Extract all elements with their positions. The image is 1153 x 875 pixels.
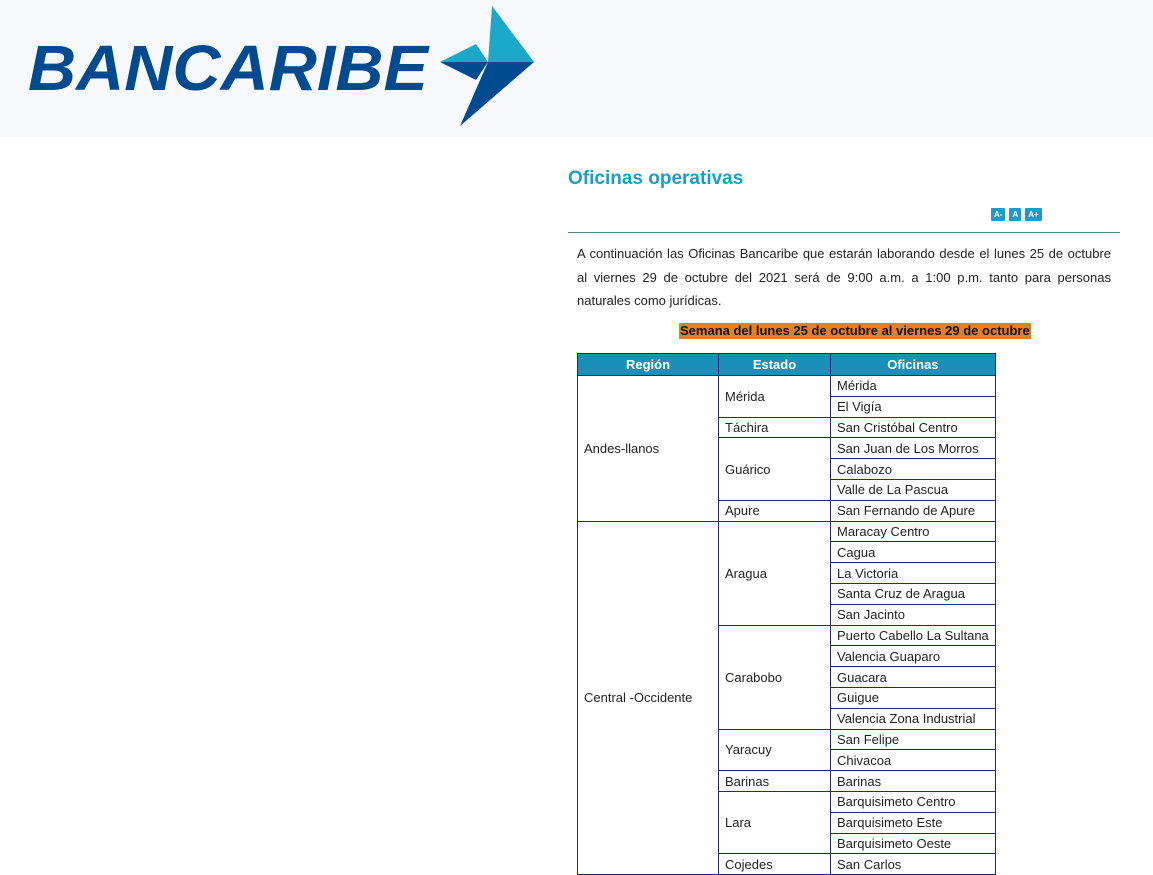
logo-wordmark: BANCARIBE bbox=[28, 32, 431, 104]
state-cell: Guárico bbox=[719, 438, 831, 500]
font-size-controls bbox=[991, 208, 1042, 222]
header-region: Región bbox=[578, 354, 719, 376]
office-cell: Cagua bbox=[831, 542, 996, 563]
office-cell: El Vigía bbox=[831, 396, 996, 417]
office-cell: Guacara bbox=[831, 667, 996, 688]
bancaribe-logo-icon bbox=[28, 4, 538, 130]
office-cell: Barquisimeto Oeste bbox=[831, 833, 996, 854]
title-divider bbox=[568, 232, 1120, 233]
state-cell: Cojedes bbox=[719, 854, 831, 875]
office-cell: La Victoria bbox=[831, 563, 996, 584]
table-body bbox=[578, 376, 996, 875]
office-cell: Barquisimeto Centro bbox=[831, 791, 996, 812]
region-cell: Andes-llanos bbox=[578, 376, 719, 522]
office-cell: Calabozo bbox=[831, 459, 996, 480]
office-cell: San Jacinto bbox=[831, 604, 996, 625]
office-cell: San Cristóbal Centro bbox=[831, 417, 996, 438]
office-cell: Santa Cruz de Aragua bbox=[831, 583, 996, 604]
header-oficinas: Oficinas bbox=[831, 354, 996, 376]
font-decrease-button[interactable]: A- bbox=[991, 208, 1005, 221]
office-cell: Barquisimeto Este bbox=[831, 812, 996, 833]
office-cell: Guigue bbox=[831, 687, 996, 708]
font-increase-button[interactable]: A+ bbox=[1025, 208, 1041, 221]
table-row bbox=[578, 521, 996, 542]
office-cell: Puerto Cabello La Sultana bbox=[831, 625, 996, 646]
state-cell: Aragua bbox=[719, 521, 831, 625]
bancaribe-logo[interactable] bbox=[28, 4, 538, 130]
state-cell: Barinas bbox=[719, 771, 831, 792]
table-row bbox=[578, 376, 996, 397]
region-cell: Central -Occidente bbox=[578, 521, 719, 875]
state-cell: Lara bbox=[719, 791, 831, 853]
site-header bbox=[0, 0, 1153, 137]
font-reset-button[interactable]: A bbox=[1009, 208, 1021, 221]
state-cell: Yaracuy bbox=[719, 729, 831, 771]
header-estado: Estado bbox=[719, 354, 831, 376]
offices-table bbox=[577, 353, 996, 875]
office-cell: San Juan de Los Morros bbox=[831, 438, 996, 459]
state-cell: Carabobo bbox=[719, 625, 831, 729]
state-cell: Mérida bbox=[719, 376, 831, 418]
main-content bbox=[568, 160, 1120, 872]
page-title: Oficinas operativas bbox=[568, 168, 744, 189]
office-cell: Valencia Zona Industrial bbox=[831, 708, 996, 729]
state-cell: Apure bbox=[719, 500, 831, 521]
office-cell: San Fernando de Apure bbox=[831, 500, 996, 521]
office-cell: Chivacoa bbox=[831, 750, 996, 771]
office-cell: Maracay Centro bbox=[831, 521, 996, 542]
office-cell: San Felipe bbox=[831, 729, 996, 750]
office-cell: Mérida bbox=[831, 376, 996, 397]
office-cell: San Carlos bbox=[831, 854, 996, 875]
offices-table-wrapper bbox=[577, 353, 996, 875]
state-cell: Táchira bbox=[719, 417, 831, 438]
week-highlight: Semana del lunes 25 de octubre al viernes 29 de octubre bbox=[680, 323, 1030, 338]
intro-paragraph: A continuación las Oficinas Bancaribe que estarán laborando desde el lunes 25 de octubre al viernes 29 de octubre del 2021 será de 9:00 a.m. a 1:00 p.m. tanto para personas naturales como jurídicas. bbox=[577, 246, 1111, 308]
office-cell: Valencia Guaparo bbox=[831, 646, 996, 667]
table-header-row bbox=[578, 354, 996, 376]
office-cell: Barinas bbox=[831, 771, 996, 792]
office-cell: Valle de La Pascua bbox=[831, 479, 996, 500]
